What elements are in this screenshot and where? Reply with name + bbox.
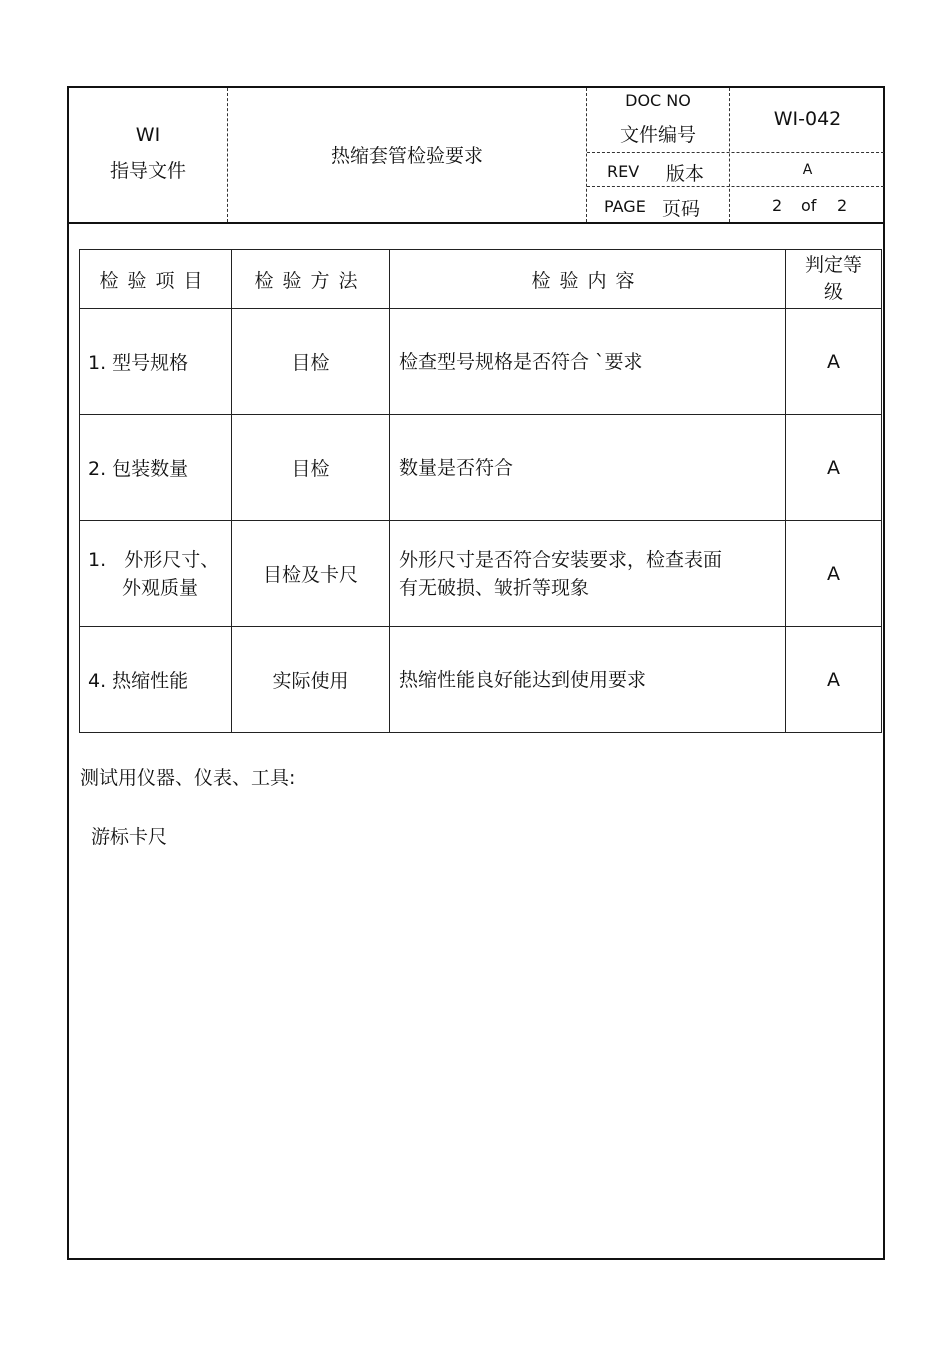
row-item-line1: 1. 外形尺寸、 [88, 548, 220, 571]
row-grade: A [786, 309, 882, 415]
row-content: 数量是否符合 [390, 415, 786, 521]
row-item: 1. 型号规格 [80, 309, 232, 415]
row-content: 热缩性能良好能达到使用要求 [390, 627, 786, 733]
row-grade: A [786, 627, 882, 733]
row-method: 目检及卡尺 [232, 521, 390, 627]
tools-label: 测试用仪器、仪表、工具: [80, 767, 296, 789]
page-of: of [801, 196, 817, 215]
tools-item: 游标卡尺 [91, 826, 168, 848]
document-title: 热缩套管检验要求 [330, 145, 483, 167]
row-item [80, 521, 232, 627]
grade-header-line1: 判定等 [804, 254, 862, 276]
page-total: 2 [837, 196, 848, 215]
row-content-line1: 外形尺寸是否符合安装要求，检查表面 [399, 548, 723, 571]
inspection-table [79, 249, 882, 733]
table-row [80, 309, 882, 415]
rev-label-cn: 版本 [666, 163, 705, 185]
page-current: 2 [772, 196, 783, 215]
row-item: 4. 热缩性能 [80, 627, 232, 733]
row-content: 检查型号规格是否符合 `要求 [390, 309, 786, 415]
table-row [80, 627, 882, 733]
col-header-content: 检验内容 [390, 250, 786, 309]
row-method: 目检 [232, 309, 390, 415]
doc-no-label-en: DOC NO [625, 91, 691, 110]
grade-header-line2: 级 [823, 281, 843, 303]
row-grade: A [786, 415, 882, 521]
wi-label: WI [135, 124, 161, 146]
table-row [80, 415, 882, 521]
row-item-line2: 外观质量 [122, 576, 199, 599]
row-method: 实际使用 [232, 627, 390, 733]
doc-no-label-cn: 文件编号 [619, 124, 696, 146]
table-row [80, 521, 882, 627]
rev-value: A [802, 162, 813, 178]
doc-type-label: 指导文件 [109, 160, 186, 182]
row-method: 目检 [232, 415, 390, 521]
row-item: 2. 包装数量 [80, 415, 232, 521]
row-content [390, 521, 786, 627]
row-content-line2: 有无破损、皱折等现象 [399, 576, 590, 599]
col-header-item: 检验项目 [80, 250, 232, 309]
col-header-method: 检验方法 [232, 250, 390, 309]
doc-no-value: WI-042 [773, 108, 842, 130]
page-label-en: PAGE [604, 197, 646, 216]
table-header-row [80, 250, 882, 309]
page-label-cn: 页码 [662, 198, 701, 220]
row-grade: A [786, 521, 882, 627]
col-header-grade [786, 250, 882, 309]
rev-label-en: REV [607, 162, 640, 181]
